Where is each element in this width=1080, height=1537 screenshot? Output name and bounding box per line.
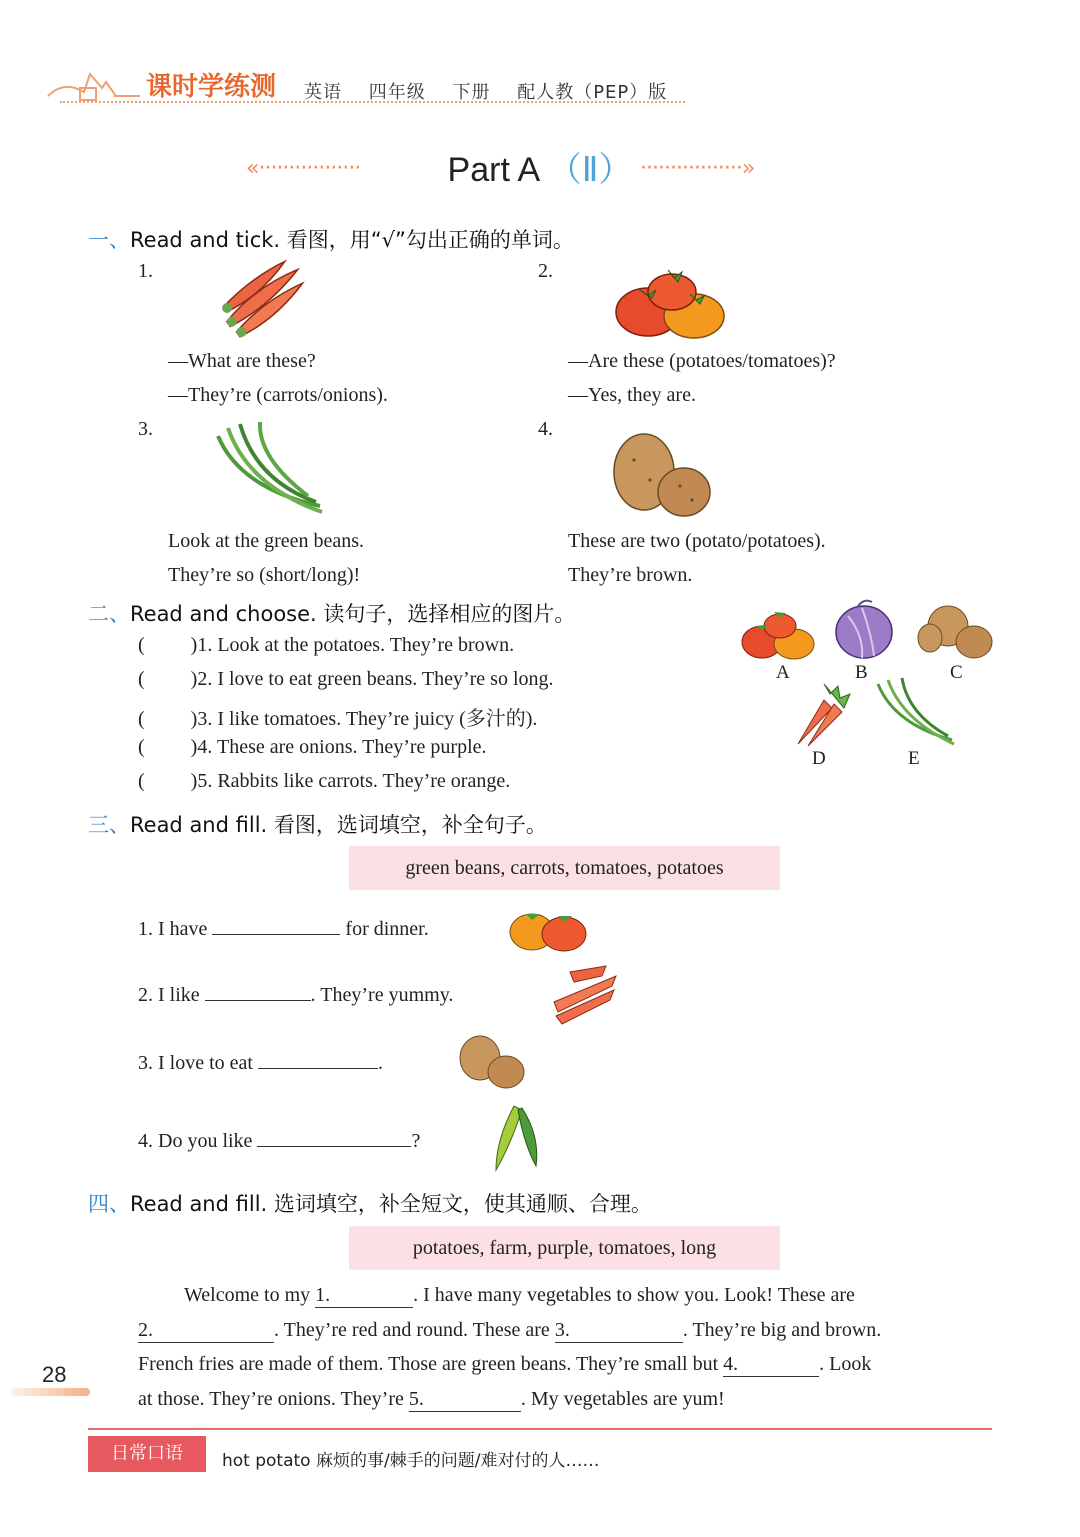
blank-2[interactable]: 2. (138, 1319, 274, 1343)
passage-text: French fries are made of them. Those are green beans. They’re small but (138, 1353, 724, 1375)
option-d-label: D (812, 748, 826, 769)
s2-item1-text: )1. Look at the potatoes. They’re brown. (190, 634, 515, 656)
s3-item3-number: 3. (138, 1052, 153, 1074)
tomatoes-image (610, 262, 728, 342)
s1-item4-sentence2: They’re brown. (568, 564, 693, 586)
passage-line-4 (138, 1388, 725, 1412)
section4-heading (88, 1188, 652, 1218)
option-e-green-beans-image (872, 676, 958, 748)
passage-text: . Look (819, 1353, 872, 1375)
house-logo-icon (44, 62, 144, 104)
passage-text: . They’re red and round. These are (274, 1319, 555, 1341)
option-b-onion-image (828, 596, 898, 662)
option-e-label: E (908, 748, 920, 769)
section4-title: Read and fill. 选词填空，补全短文，使其通顺、合理。 (130, 1192, 652, 1216)
s1-item3-sentence2: They’re so (short/long)! (168, 564, 361, 586)
s2-item1 (138, 634, 514, 657)
passage-line-3 (138, 1353, 871, 1377)
s1-item1-number: 1. (138, 260, 153, 282)
s3-item2-after: . They’re yummy. (310, 984, 454, 1006)
s3-tomatoes-image (506, 904, 590, 954)
s3-item4-number: 4. (138, 1130, 153, 1152)
footer-text: hot potato 麻烦的事/棘手的问题/难对付的人…… (222, 1451, 600, 1471)
section1-title: Read and tick. 看图，用“√”勾出正确的单词。 (130, 228, 574, 252)
answer-paren: ( (138, 668, 145, 690)
s3-item4-after: ? (411, 1130, 421, 1152)
section4-number: 四、 (88, 1192, 130, 1216)
option-c-potatoes-image (914, 602, 994, 662)
passage-text: . I have many vegetables to show you. Look! These are (413, 1284, 855, 1306)
section3-heading (88, 809, 547, 839)
s1-item3-sentence1: Look at the green beans. (168, 530, 365, 552)
green-beans-image (210, 418, 330, 518)
section3-title: Read and fill. 看图，选词填空，补全句子。 (130, 813, 547, 837)
option-c-label: C (950, 662, 963, 683)
s2-item5 (138, 770, 510, 793)
option-d-carrots-image (784, 678, 862, 750)
passage-text: Welcome to my (184, 1284, 316, 1306)
s2-item2-text: )2. I love to eat green beans. They’re so long. (190, 668, 554, 690)
fill-blank[interactable] (257, 1128, 411, 1147)
blank-4[interactable]: 4. (723, 1353, 819, 1377)
footer-divider (88, 1428, 992, 1430)
s1-item2-answer: —Yes, they are. (568, 384, 696, 406)
s3-item1 (138, 916, 429, 941)
page-number: 28 (42, 1362, 67, 1387)
fill-blank[interactable] (258, 1050, 378, 1069)
s1-item3-number: 3. (138, 418, 153, 440)
s1-item4-number: 4. (538, 418, 553, 440)
edition: 配人教（PEP）版 (517, 82, 668, 103)
s3-item3 (138, 1050, 383, 1075)
passage-text: at those. They’re onions. They’re (138, 1388, 409, 1410)
answer-paren: ( (138, 708, 145, 730)
title-left-ornament: «················· (246, 156, 361, 181)
option-a-tomatoes-image (738, 606, 818, 662)
passage-line-1 (184, 1284, 855, 1308)
s2-item4-text: )4. These are onions. They’re purple. (190, 736, 487, 758)
s1-item4-sentence1: These are two (potato/potatoes). (568, 530, 826, 552)
section2-number: 二、 (88, 602, 130, 626)
s3-item1-before: I have (158, 918, 208, 940)
page-title (0, 142, 1080, 191)
section4-word-bank: potatoes, farm, purple, tomatoes, long (349, 1226, 780, 1270)
s2-item3-text: )3. I like tomatoes. They’re juicy (多汁的). (190, 708, 538, 730)
s3-item2-number: 2. (138, 984, 153, 1006)
s3-item3-after: . (377, 1052, 383, 1074)
brand-title: 课时学练测 (146, 72, 277, 102)
s2-item5-text: )5. Rabbits like carrots. They’re orange. (190, 770, 511, 792)
section1-heading (88, 224, 574, 254)
blank-5[interactable]: 5. (409, 1388, 521, 1412)
s1-item1-answer: —They’re (carrots/onions). (168, 384, 388, 406)
s2-item4 (138, 736, 487, 759)
s3-item3-before: I love to eat (158, 1052, 253, 1074)
s3-item2 (138, 982, 453, 1007)
section1-number: 一、 (88, 228, 130, 252)
section2-heading (88, 598, 575, 628)
volume: 下册 (452, 82, 491, 103)
s1-item2-number: 2. (538, 260, 553, 282)
section2-title: Read and choose. 读句子，选择相应的图片。 (130, 602, 576, 626)
s3-item4 (138, 1128, 420, 1153)
header-divider (60, 101, 685, 103)
fill-blank[interactable] (205, 982, 311, 1001)
title-roman: （Ⅱ） (547, 151, 633, 189)
fill-blank[interactable] (212, 916, 340, 935)
s3-item4-before: Do you like (158, 1130, 253, 1152)
answer-paren: ( (138, 770, 145, 792)
s2-item2 (138, 668, 554, 691)
grade: 四年级 (368, 82, 426, 103)
subject: 英语 (304, 82, 342, 103)
passage-text: . My vegetables are yum! (520, 1388, 725, 1410)
s1-item1-question: —What are these? (168, 350, 316, 372)
s3-item2-before: I like (158, 984, 200, 1006)
blank-1[interactable]: 1. (315, 1284, 413, 1308)
passage-line-2 (138, 1319, 881, 1343)
passage-text: . They’re big and brown. (682, 1319, 882, 1341)
s3-carrots-image (546, 962, 622, 1026)
option-b-label: B (855, 662, 868, 683)
s3-potatoes-image (456, 1032, 528, 1092)
s3-green-beans-image (488, 1100, 548, 1176)
answer-paren: ( (138, 736, 145, 758)
potatoes-image (610, 430, 714, 520)
s1-item2-question: —Are these (potatoes/tomatoes)? (568, 350, 836, 372)
option-a-label: A (776, 662, 790, 683)
s2-item3 (138, 702, 537, 731)
footer-tag: 日常口语 (88, 1436, 206, 1472)
blank-3[interactable]: 3. (555, 1319, 683, 1343)
title-main: Part A (447, 151, 539, 189)
s3-item1-after: for dinner. (345, 918, 429, 940)
s3-item1-number: 1. (138, 918, 153, 940)
carrots-image (212, 256, 316, 340)
page-number-bar (10, 1388, 90, 1396)
section3-word-bank: green beans, carrots, tomatoes, potatoes (349, 846, 780, 890)
title-right-ornament: ·················» (640, 156, 755, 181)
answer-paren: ( (138, 634, 145, 656)
section3-number: 三、 (88, 813, 130, 837)
